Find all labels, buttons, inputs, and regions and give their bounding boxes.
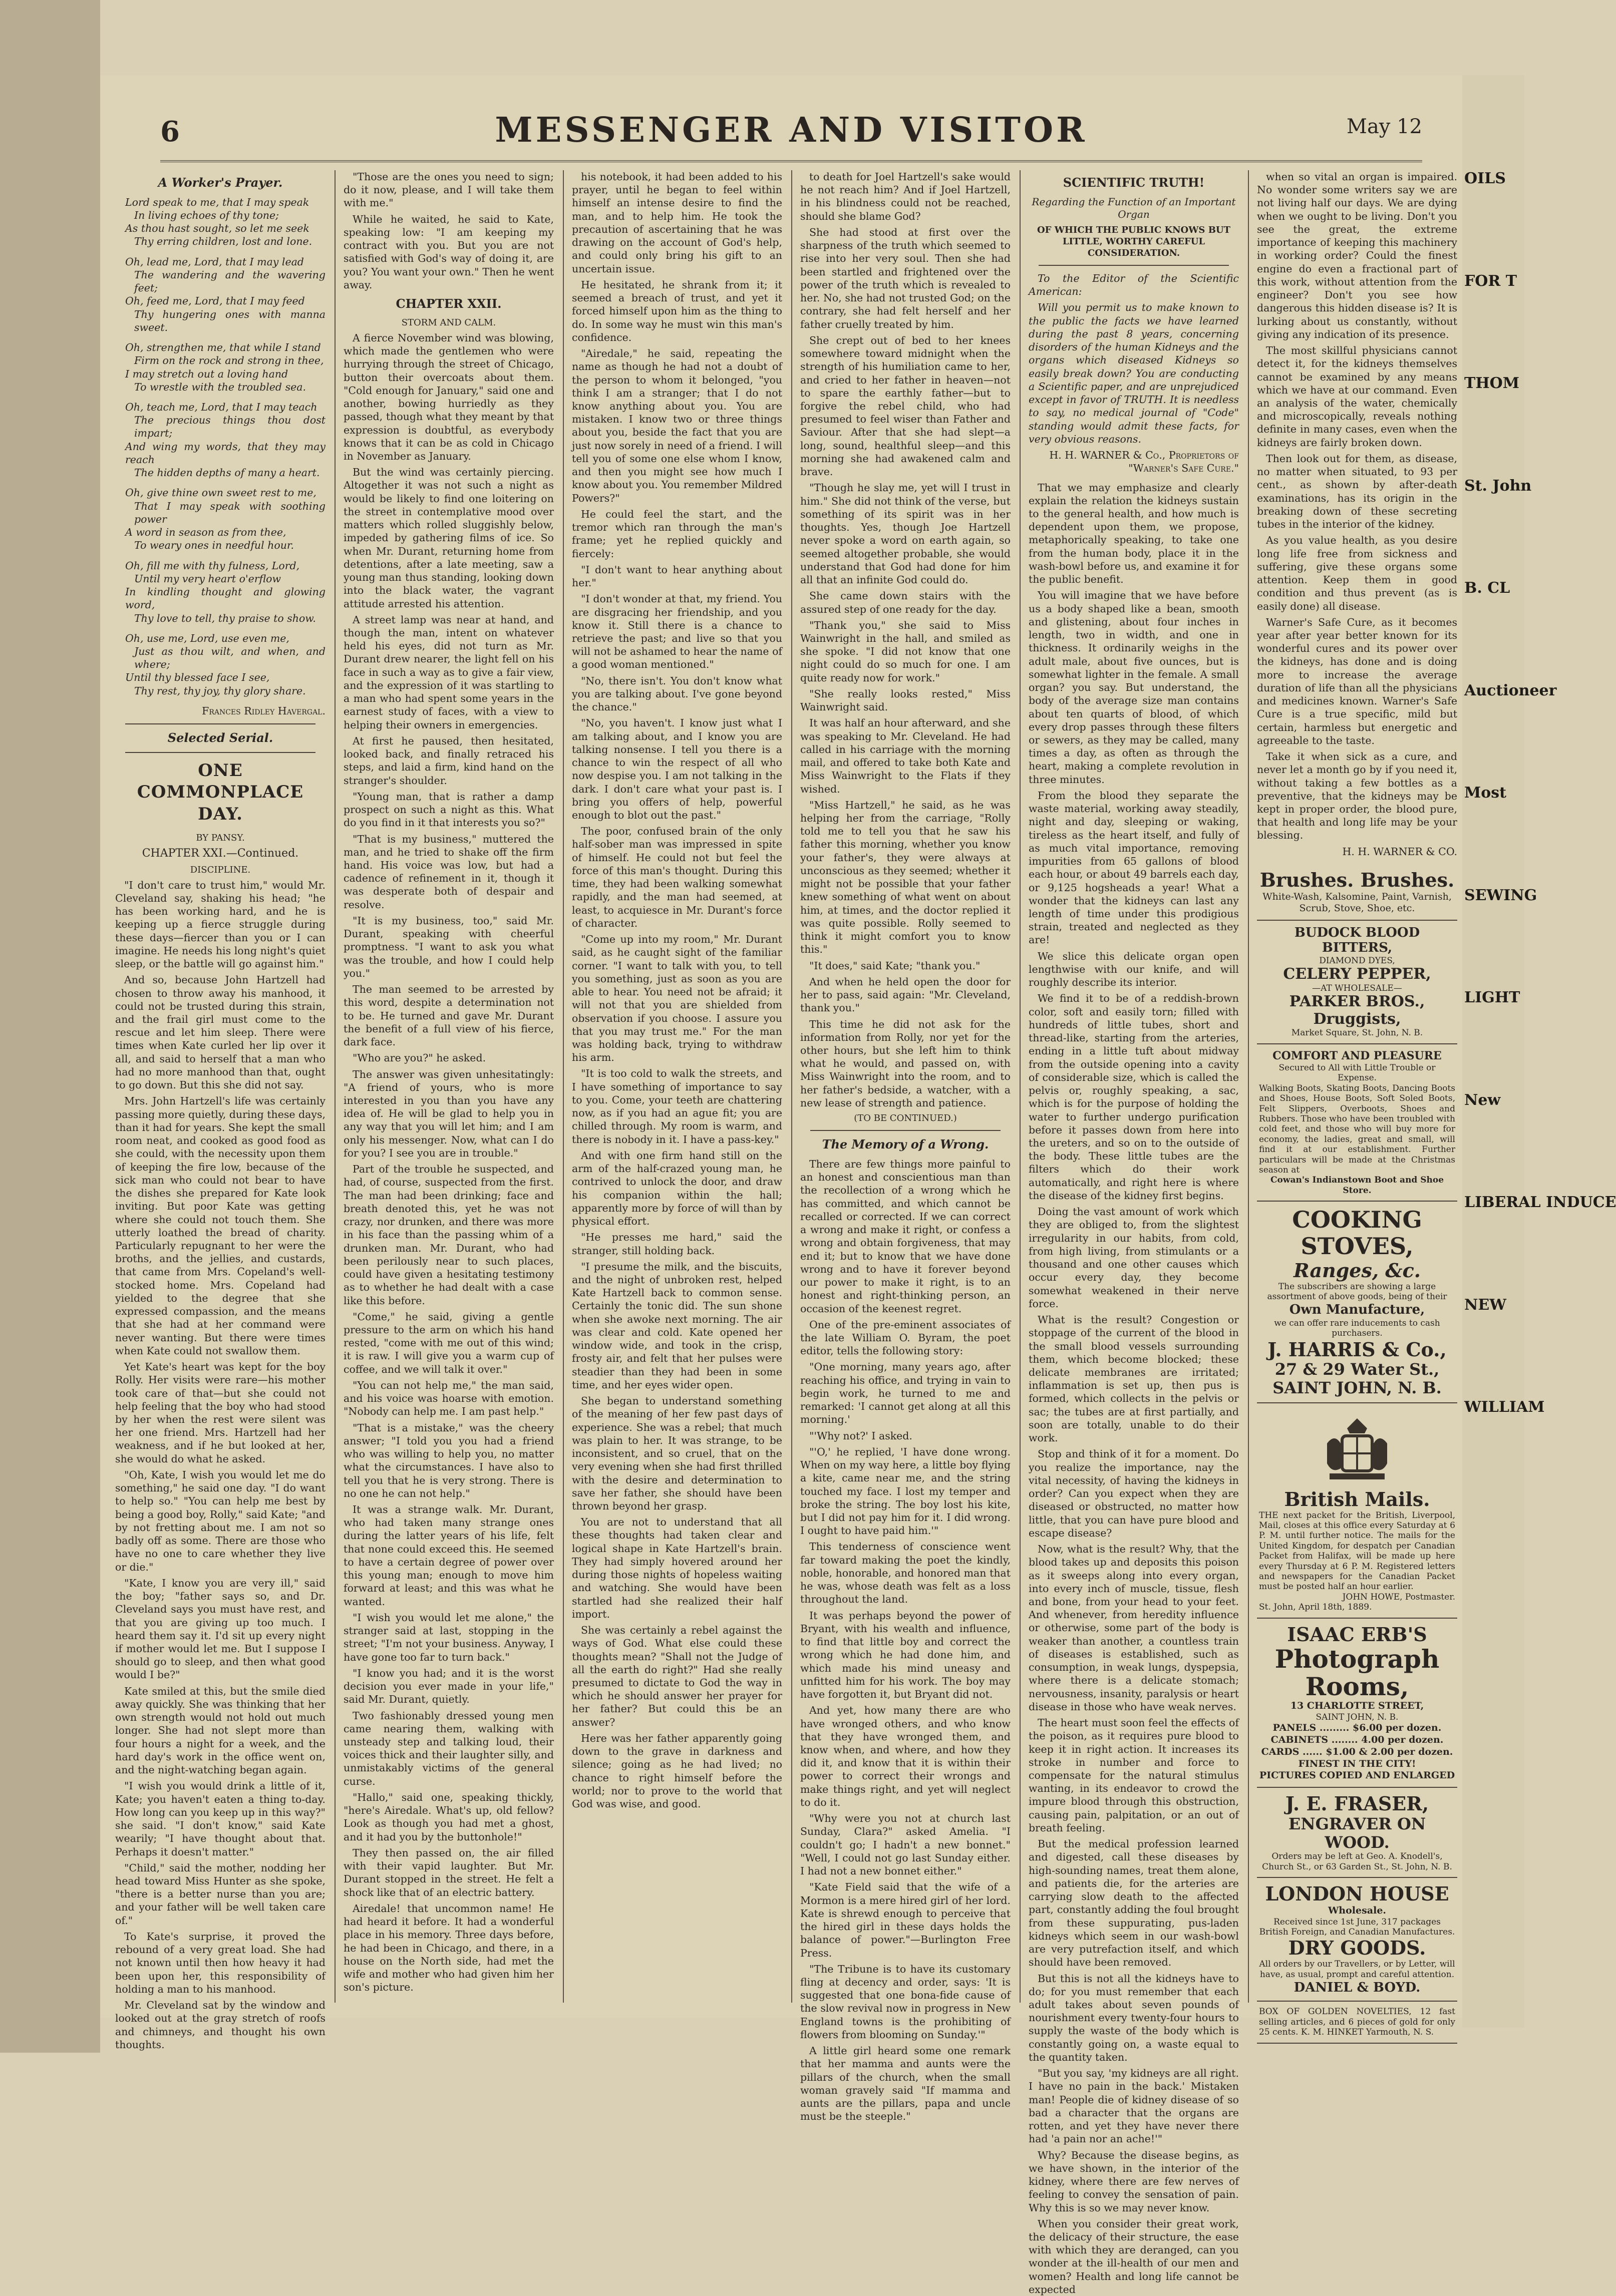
paragraph: "That is a mistake," was the cheery answer; "I told you you had a friend who was willing to help you, no matter what the circumstances. I have also to tell you that he is very strong. There is no one he can not help." <box>344 1421 554 1499</box>
ad-harris-name: J. HARRIS & Co., <box>1267 1338 1447 1361</box>
paragraph: "I know you had; and it is the worst decision you ever made in your life," said Mr. Durant, quietly. <box>344 1667 554 1706</box>
paragraph: And with one firm hand still on the arm of the half-crazed young man, he contrived to unlock the door, and draw his companion within the hall; apparently more by force of will than by physical effort. <box>572 1149 782 1228</box>
ad-parker-line: BUDOCK BLOOD BITTERS, <box>1294 925 1420 956</box>
ad-brushes <box>1257 864 1457 921</box>
poem-line: Until thy blessed face I see, <box>125 671 270 684</box>
paragraph: He hesitated, he shrank from it; it seemed a breach of trust, and yet it forced himself upon him as the thing to do. In some way he must win this man's confidence. <box>572 278 782 343</box>
paragraph: A fierce November wind was blowing, which made the gentlemen who were hurrying through the street of Chicago, button their overcoats about them. "Cold enough for January," said one and another, bowing hurriedly as they passed, though what they meant by that expression is doubtful, as everybody knows that it can be as cold in Chicago in November as January. <box>344 331 554 462</box>
paragraph: We slice this delicate organ open lengthwise with our knife, and will roughly describe its interior. <box>1029 950 1239 989</box>
paragraph: It was perhaps beyond the power of Bryant, with his wealth and influence, to find that little boy and correct the wrong which he had done him, and which made his mind uneasy and unfitted him for his work. The boy may have forgotten it, but Bryant did not. <box>800 1609 1011 1701</box>
ad-london-text2: All orders by our Travellers, or by Letter, will have, as usual, prompt and careful attention. <box>1259 1959 1455 1980</box>
paragraph: "Thank you," she said to Miss Wainwright in the hall, and smiled as she spoke. "I did not know that one night could do so much for one. I am quite ready now for work." <box>800 619 1011 684</box>
paragraph: "But you say, 'my kidneys are all right. I have no pain in the back.' Mistaken man! People die of kidney disease of so bad a character that the organs are rotten, and yet they have never there had 'a pain nor an ache!'" <box>1029 2067 1239 2145</box>
paragraph: "I don't care to trust him," would Mr. Cleveland say, shaking his head; "he has been working hard, and he is keeping up a fierce struggle during these days—fiercer than you or I can imagine. He needs his long night's quiet sleep, or the battle will go against him." <box>115 879 326 970</box>
paragraph: "No, there isn't. You don't know what you are talking about. I've gone beyond the chance." <box>572 674 782 713</box>
poem-line: Thy love to tell, thy praise to show. <box>134 612 316 624</box>
column-3 <box>567 170 787 2003</box>
paragraph: "That is my business," muttered the man, and he tried to shake off the firm hand. His voice was low, but had a cadence of refinement in it, though it was desperate both of despair and resolve. <box>344 833 554 911</box>
article-text-continued <box>1257 170 1457 842</box>
headline-deck: OF WHICH THE PUBLIC KNOWS BUT LITTLE, WORTHY CAREFUL CONSIDERATION. <box>1037 224 1231 258</box>
ad-mail-text: THE next packet for the British, Liverpool, Mail, closes at this office every Saturday at 6 P. M. until further notice. The mails for the United Kingdom, for despatch per Canadian Packet from Halifax, will be made up here every Thursday at 6 P. M. Registered letters and newspapers for the Canadian Packet must be posted half an hour earlier. <box>1259 1510 1455 1592</box>
paragraph: "I don't wonder at that, my friend. You are disgracing her friendship, and you know it. Still there is a chance to retrieve the past; and live so that you will not be ashamed to hear the name of a good woman mentioned." <box>572 593 782 671</box>
ad-fraser-title: ENGRAVER ON WOOD. <box>1288 1814 1426 1852</box>
paragraph: Here was her father apparently going down to the grave in darkness and silence; going as he had lived; no chance to right himself before the world; nor to prove to the world that God was wise, and good. <box>572 1732 782 1810</box>
divider <box>1039 265 1229 266</box>
paragraph: Kate smiled at this, but the smile died away quickly. She was thinking that her own strength would not hold out much longer. She had not slept more than four hours a night for a week, and the hard day's work in the office went on, and the night-watching began again. <box>115 1685 326 1776</box>
ad-london-text: Received since 1st June, 317 packages British Foreign, and Canadian Manufactures. <box>1259 1917 1455 1938</box>
divider <box>125 723 315 724</box>
adjacent-page-fragment: Most <box>1464 784 1506 802</box>
paragraph: "The Tribune is to have its customary fling at decency and order, says: 'It is suggested that one bona-fide cause of the slow revival now in progress in New England towns is the prohibiting of flowers from blooming on Sunday.'" <box>800 1963 1011 2041</box>
paragraph: She was certainly a rebel against the ways of God. What else could these thoughts mean? "Shall not the Judge of all the earth do right?" Had she really presumed to dictate to God the way in which he should answer her prayer for her father? But could this be an answer? <box>572 1624 782 1728</box>
paragraph: Take it when sick as a cure, and never let a month go by if you need it, without taking a few bottles as a preventive, that the kidneys may be kept in proper order, the blood pure, that health and long life may be your blessing. <box>1257 750 1457 842</box>
paragraph: This time he did not ask for the information from Rolly, nor yet for the other hours, but she left him to think what he would, and passed on, with Miss Wainwright into the room, and to her father's bedside, a watcher, with a new lease of strength and patience. <box>800 1018 1011 1109</box>
paragraph: From the blood they separate the waste material, working away steadily, night and day, sleeping or waking, tireless as the heart itself, and fully of as much vital importance, removing impurities from 65 gallons of blood each hour, or about 49 barrels each day, or 9,125 hogsheads a year! What a wonder that the kidneys can last any length of time under this prodigious strain, treated and neglected as they are! <box>1029 789 1239 946</box>
ad-comfort-title: COMFORT AND PLEASURE <box>1272 1049 1442 1062</box>
ad-stoves-title: COOKING STOVES, <box>1292 1206 1422 1260</box>
adjacent-page-fragment: NEW <box>1464 1296 1506 1314</box>
poem-line: A word in season as from thee, <box>125 526 286 539</box>
ad-london-sub: Wholesale. <box>1328 1904 1387 1916</box>
letter-signature: H. H. WARNER & Co., Proprietors of "Warner's Safe Cure." <box>1049 449 1239 475</box>
paragraph: "It is too cold to walk the streets, and I have something of importance to say to you. Come, your teeth are chattering now, as if you had an ague fit; you are chilled through. My room is warm, and there is nobody in it. I have a pass-key." <box>572 1067 782 1145</box>
paragraph: You will imagine that we have before us a body shaped like a bean, smooth and glistening, about four inches in length, two in width, and one in thickness. It ordinarily weighs in the adult male, about five ounces, but is somewhat lighter in the female. A small organ? you say. But understand, the body of the average size man contains about ten quarts of blood, of which every drop passes through these filters or sewers, as they may be called, many times a day, as often as through the heart, making a complete revolution in three minutes. <box>1029 589 1239 786</box>
adjacent-page-fragment: FOR T <box>1464 272 1517 290</box>
paragraph: "Come," he said, giving a gentle pressure to the arm on which his hand rested, "come with me out of this wind; it is raw. I will give you a warm cup of coffee, and we will talk it over." <box>344 1310 554 1375</box>
paragraph: But the wind was certainly piercing. Altogether it was not such a night as would be likely to find one loitering on the street in contemplative mood over matters which rolled sluggishly below, impeded by gathering films of ice. So when Mr. Durant, returning home from detentions, after a late meeting, saw a young man thus standing, looking down into the black water, the vagrant attitude arrested his attention. <box>344 466 554 610</box>
column-rule <box>1248 170 1249 2003</box>
paragraph: "Come up into my room," Mr. Durant said, as he caught sight of the familiar corner. "I want to talk with you, to tell you something, just as soon as you are able to hear. You need not be afraid; it will not that you are shielded from observation if you choose. I assure you that you may trust me." For the man was holding back, trying to withdraw his arm. <box>572 933 782 1064</box>
poem-line: The hidden depths of many a heart. <box>134 467 320 479</box>
ad-brushes-text: White-Wash, Kalsomine, Paint, Varnish, Scrub, Stove, Shoe, etc. <box>1262 891 1452 914</box>
poem-stanza <box>125 196 326 248</box>
column-rule <box>563 170 564 2003</box>
poem-line: As thou hast sought, so let me seek <box>125 222 309 235</box>
paragraph: "You can not help me," the man said, and his voice was hoarse with emotion. "Nobody can help me. I am past help." <box>344 1379 554 1418</box>
adjacent-page-edge <box>1462 75 1616 2028</box>
paragraph: "Oh, Kate, I wish you would let me do something," he said one day. "I do want to help so." "You can help me best by being a good boy, Rolly," said Kate; "and by not fretting about me. I am not so badly off as some. There are those who have no one to care whether they live or die." <box>115 1468 326 1573</box>
adjacent-page-fragment: SEWING <box>1464 886 1537 904</box>
paragraph: Why? Because the disease begins, as we have shown, in the interior of the kidney, where there are few nerves of feeling to convey the sensation of pain. Why this is so we may never know. <box>1029 2149 1239 2214</box>
chapter-subheading: DISCIPLINE. <box>190 864 251 875</box>
article-title: The Memory of a Wrong. <box>822 1137 989 1152</box>
poem-title: A Worker's Prayer. <box>158 175 283 190</box>
paragraph: While he waited, he said to Kate, speaking low: "I am keeping my contract with you. But you are not satisfied with God's way of doing it, are you? You want your own." Then he went away. <box>344 213 554 291</box>
ad-harris-address: 27 & 29 Water St., <box>1274 1360 1440 1379</box>
ad-london-house <box>1257 1878 1457 2002</box>
serial-text-continued <box>344 170 554 291</box>
paragraph: "Though he slay me, yet will I trust in him." She did not think of the verse, but something of its spirit was in her thoughts. Yes, though Joe Hartzell never spoke a word on earth again, so seemed altogether probable, she would understand that God had done for him all that an infinite God could do. <box>800 482 1011 586</box>
poem-body <box>115 196 326 697</box>
ad-harris-city: SAINT JOHN, N. B. <box>1272 1378 1442 1398</box>
ad-erb-address: 13 CHARLOTTE STREET, <box>1290 1700 1424 1712</box>
paragraph: He could feel the start, and the tremor which ran through the man's frame; yet he replied quickly and fiercely: <box>572 508 782 560</box>
chapter-subheading: STORM AND CALM. <box>401 317 496 328</box>
paragraph: Now, what is the result? Why, that the blood takes up and deposits this poison as it sweeps along into every organ, into every inch of muscle, tissue, flesh and bone, from your head to your feet. And whenever, from heredity influence or otherwise, some part of the body is weaker than another, a countless train of diseases is established, such as consumption, in weak lungs, dyspepsia, where there is a delicate stomach; nervousness, insanity, paralysis or heart disease in those who have weak nerves. <box>1029 1543 1239 1713</box>
ad-parker-line: PARKER BROS., Druggists, <box>1289 993 1425 1028</box>
paragraph: "Airedale," he said, repeating the name as though he had not a doubt of the person to whom it belonged, "you think I am a stranger; that I do not know anything about you. You are mistaken. I know two or three things about you, beside the fact that you are just now sorely in need of a friend. I will tell you of some one else whom I know, and then you might see how much I know about you. You remember Mildred Powers?" <box>572 347 782 504</box>
ad-parker-bros <box>1257 921 1457 1044</box>
poem-stanza <box>125 486 326 552</box>
paragraph: "Who are you?" he asked. <box>353 1052 486 1064</box>
paragraph: when so vital an organ is impaired. No wonder some writers say we are not living half our days. We are dying when we ought to be living. Don't you see the great, the extreme importance of keeping this machinery in working order? Could the finest engine do even a fractional part of this work, without attention from the engineer? Don't you see how dangerous this hidden disease is? It is lurking about us constantly, without giving any indication of its presence. <box>1257 171 1457 340</box>
to-be-continued: (TO BE CONTINUED.) <box>854 1113 957 1124</box>
ad-comfort-text: Walking Boots, Skating Boots, Dancing Boots and Shoes, House Boots, Soft Soled Boots, Felt Slippers, Overboots, Shoes and Rubbers. Those who have been troubled with cold feet, and those who will buy more for economy, the ladies, great and small, will find it at our establishment. Further particulars will be made at the Christmas season at <box>1259 1083 1455 1175</box>
paragraph: Then look out for them, as disease, no matter when situated, to 93 per cent., as shown by after-death examinations, has its origin in the breaking down of these secreting tubes in the interior of the kidney. <box>1257 452 1457 531</box>
divider <box>125 752 315 753</box>
column-5 <box>1024 170 1244 2295</box>
serial-text <box>572 170 782 1810</box>
paragraph: She crept out of bed to her knees somewhere toward midnight when the strength of his humiliation came to her, and cried to her father in heaven—not to spare the earthly father—but to forgive the rebel child, who had presumed to feel wiser than Father and Saviour. After that she had slept—a long, sound, healthful sleep—and this morning she had awakened calm and brave. <box>800 334 1011 478</box>
ad-stoves-text2: we can offer rare inducements to cash purchasers. <box>1274 1318 1440 1339</box>
ad-london-signature: DANIEL & BOYD. <box>1294 1980 1421 1995</box>
column-6 <box>1252 170 1462 2038</box>
paragraph: The most skillful physicians cannot detect it, for the kidneys themselves cannot be examined by any means which we have at our command. Even an analysis of the water, chemically and microscopically, reveals nothing definite in many cases, even when the kidneys are fairly broken down. <box>1257 344 1457 449</box>
adjacent-page-fragment: B. CL <box>1464 579 1510 597</box>
royal-crest-icon <box>1320 1413 1395 1483</box>
ad-stoves <box>1257 1202 1457 1403</box>
paragraph: "I wish you would drink a little of it, Kate; you haven't eaten a thing to-day. How long can you keep up in this way?" she said. "I don't know," said Kate wearily; "I have thought about that. Perhaps it doesn't matter." <box>115 1780 326 1858</box>
serial-text <box>800 170 1011 1109</box>
paragraph: When you consider their great work, the delicacy of their structure, the ease with which they are deranged, can you wonder at the ill-health of our men and women? Health and long life cannot be expected <box>1029 2217 1239 2295</box>
ad-fraser-text: Orders may be left at Geo. A. Knodell's, Church St., or 63 Garden St., St. John, N. B. <box>1262 1851 1452 1872</box>
poem-stanza <box>125 559 326 625</box>
letter-body: Will you permit us to make known to the public the facts we have learned during the past 8 years, concerning disorders of the human Kidneys and the organs which diseased Kidneys so easily break down? You are conducting a Scientific paper, and are unprejudiced except in favor of TRUTH. It is needless to say, no medical journal of "Code" standing would admit these facts, for very obvious reasons. <box>1029 301 1239 445</box>
paragraph: What is the result? Congestion or stoppage of the current of the blood in the small blood vessels surrounding them, which become blocked; these delicate membranes are irritated; inflammation is set up, then pus is formed, which collects in the pelvis or sac; the tubes are at first partially, and soon are totally, unable to do their work. <box>1029 1314 1239 1444</box>
paragraph: "Child," said the mother, nodding her head toward Miss Hunter as she spoke, "there is a better nurse than you are; and your father will be well taken care of." <box>115 1861 326 1927</box>
section-label: Selected Serial. <box>167 730 273 745</box>
paragraph: "'Why not?' I asked. <box>809 1429 912 1442</box>
chapter-heading: CHAPTER XXII. <box>396 296 502 311</box>
headline: SCIENTIFIC TRUTH! <box>1063 175 1205 190</box>
paragraph: "Kate, I know you are very ill," said the boy; "father says so, and Dr. Cleveland says you must have rest, and that you are giving up too much. I heard them say it. I'd sit up every night if mother would let me. But I suppose I should go to sleep, and then what good would I be?" <box>115 1577 326 1681</box>
paragraph: She began to understand something of the meaning of her few past days of experience. She was a rebel; that much was plain to her. It was strange, to be inconsistent, and so cruel, that on the very evening when she had first thrilled with the desire and determination to save her father, she should have been thrown beyond her grasp. <box>572 1395 782 1512</box>
paragraph: It was a strange walk. Mr. Durant, who had taken many strange ones during the latter years of his life, felt that none could exceed this. He seemed to have a certain degree of power over this young man; enough to move him forward at least; and this was what he wanted. <box>344 1503 554 1608</box>
column-2 <box>339 170 559 2003</box>
poem-line: Until my very heart o'erflow <box>134 572 281 585</box>
column-1 <box>110 170 331 2051</box>
poem-line: To wrestle with the troubled sea. <box>134 380 306 393</box>
paragraph: We find it to be of a reddish-brown color, soft and easily torn; filled with hundreds of little tubes, short and thread-like, starting from the arteries, ending in a little tuft about midway from the outside opening into a cavity of considerable size, which is called the pelvis or, roughly speaking, a sac, which is for the purpose of holding the water to further undergo purification before it passes down from here into the ureters, and so on to the outside of the body. These little tubes are the filters which do their work automatically, and right here is where the disease of the kidney first begins. <box>1029 992 1239 1202</box>
paragraph: And yet, how many there are who have wronged others, and who know that they have wronged them, and know when, and where, and how they did it, and know that it is within their power to correct their wrongs and make things right, and yet will neglect to do it. <box>800 1704 1011 1808</box>
paragraph: Doing the vast amount of work which they are obliged to, from the slightest irregularity in our habits, from cold, from high living, from stimulants or a thousand and one other causes which occur every day, they become somewhat weakened in their nerve force. <box>1029 1206 1239 1310</box>
ad-comfort-sig: Cowan's Indianstown Boot and Shoe Store. <box>1270 1175 1444 1196</box>
serial-text <box>115 879 326 2051</box>
ad-erb-title: Photograph Rooms, <box>1274 1644 1440 1702</box>
ad-comfort <box>1257 1044 1457 1202</box>
paragraph: But this is not all the kidneys have to do; for you must remember that each adult takes about seven pounds of nourishment every twenty-four hours to supply the waste of the body which is constantly going on, a waste equal to the quantity taken. <box>1029 1972 1239 2063</box>
paragraph: That we may emphasize and clearly explain the relation the kidneys sustain to the general health, and how much is dependent upon them, we propose, metaphorically speaking, to take one from the human body, place it in the wash-bowl before us, and examine it for the public benefit. <box>1029 481 1239 586</box>
paragraph: The heart must soon feel the effects of the poison, as it requires pure blood to keep it in right action. It increases its stroke in number and force to compensate for the natural stimulus wanting, in its endeavor to crowd the impure blood through this obstruction, causing pain, palpitation, or an out of breath feeling. <box>1029 1717 1239 1834</box>
ad-novelties-text: BOX OF GOLDEN NOVELTIES, 12 fast selling articles, and 6 pieces of gold for only 25 cents. K. M. HINKET Yarmouth, N. S. <box>1259 2007 1455 2038</box>
poem-line: Thy rest, thy joy, thy glory share. <box>134 684 306 697</box>
poem-stanza <box>125 341 326 394</box>
adjacent-page-fragment: New <box>1464 1091 1501 1109</box>
paragraph: "Young man, that is rather a damp prospect on such a night as this. What do you find in it that interests you so?" <box>344 790 554 829</box>
paragraph: "Miss Hartzell," he said, as he was helping her from the carriage, "Rolly told me to tell you that he saw his father this morning, whether you know your father's, they were always at unconscious as they seemed; whether it might not be possible that your father knew something of what went on about him, at times, and the doctor replied it was quite possible. Rolly seemed to think it might comfort you to know this." <box>800 799 1011 956</box>
paragraph: The man seemed to be arrested by this word, despite a determination not to be. He turned and gave Mr. Durant the benefit of a full view of his fierce, dark face. <box>344 983 554 1048</box>
ad-erb-price-line: PANELS ......... $6.00 per dozen. <box>1272 1722 1442 1734</box>
poem-line: To weary ones in needful hour. <box>134 539 294 552</box>
ad-mail-date: St. John, April 18th, 1889. <box>1259 1602 1372 1613</box>
poem-line: Oh, fill me with thy fulness, Lord, <box>125 559 300 572</box>
chapter-heading: CHAPTER XXI.—Continued. <box>142 847 299 860</box>
ad-parker-line: CELERY PEPPER, <box>1283 965 1431 983</box>
paragraph: "'O,' he replied, 'I have done wrong. When on my way here, a little boy flying a kite, came near me, and the string touched my face. I lost my temper and broke the string. The boy lost his kite, but I did not pay him for it. I did wrong. I ought to have paid him.'" <box>800 1445 1011 1537</box>
ad-brushes-title: Brushes. Brushes. <box>1259 868 1455 891</box>
paragraph: She came down stairs with the assured step of one ready for the day. <box>800 590 1011 615</box>
poem-line: In kindling thought and glowing word, <box>125 586 326 611</box>
paragraph: It was half an hour afterward, and she was speaking to Mr. Cleveland. He had called in his carriage with the morning mail, and offered to take both Kate and Miss Wainwright to the Flats if they wished. <box>800 717 1011 795</box>
paragraph: "No, you haven't. I know just what I am talking about, and I know you are talking nonsense. I tell you there is a chance to win the respect of all who now despise you. I am not talking in the dark. I don't care what your past is. I bring you offers of help, powerful enough to blot out the past." <box>572 717 782 822</box>
paragraph: Stop and think of it for a moment. Do you realize the importance, nay the vital necessity, of having the kidneys in order? Can you expect when they are diseased or obstructed, no matter how little, that you can have pure blood and escape disease? <box>1029 1448 1239 1539</box>
poem-stanza <box>125 255 326 334</box>
paragraph: "Why were you not at church last Sunday, Clara?" asked Amelia. "I couldn't go; I hadn't a new bonnet." "Well, I could not go last Sunday either. I had not a new bonnet either." <box>800 1812 1011 1877</box>
poem-line: The precious things thou dost impart; <box>134 414 326 440</box>
adjacent-page-fragment: WILLIAM <box>1464 1398 1545 1416</box>
paragraph: They then passed on, the air filled with their vapid laughter. But Mr. Durant stopped in the street. He felt a shock like that of an electric battery. <box>344 1846 554 1898</box>
paragraph: Two fashionably dressed young men came nearing them, walking with unsteady step and talking loud, their voices thick and their laughter silly, and unmistakably victims of the general curse. <box>344 1709 554 1787</box>
ad-erb-price-line: CABINETS ........ 4.00 per dozen. <box>1270 1734 1444 1746</box>
adjacent-page-fragment: THOM <box>1464 374 1520 392</box>
ad-stoves-text: The subscribers are showing a large assortment of above goods, being of their <box>1267 1281 1447 1302</box>
column-rule <box>335 170 336 2003</box>
poem-line: Thy erring children, lost and lone. <box>134 235 312 248</box>
issue-date: May 12 <box>1346 115 1422 138</box>
ad-erb-price-line: CARDS ...... $1.00 & 2.00 per dozen. <box>1261 1746 1453 1757</box>
adjacent-page-fragment: OILS <box>1464 170 1506 187</box>
column-4 <box>795 170 1016 2123</box>
poem-line: Just as thou wilt, and when, and where; <box>134 645 326 671</box>
adjacent-page-fragment: Auctioneer <box>1464 681 1557 699</box>
paragraph: One of the pre-eminent associates of the late William O. Byram, the poet editor, tells the following story: <box>800 1318 1011 1357</box>
ad-stoves-sub: Ranges, &c. <box>1294 1259 1421 1282</box>
poem-line: Firm on the rock and strong in thee, <box>134 354 324 367</box>
paragraph: to death for Joel Hartzell's sake would he not reach him? And if Joel Hartzell, in his blindness could not be reached, should she blame God? <box>800 171 1011 222</box>
masthead <box>160 105 1422 162</box>
paragraph: This tenderness of conscience went far toward making the poet the kindly, noble, honorable, and honored man that he was, whose death was felt as a loss throughout the land. <box>800 1541 1011 1606</box>
ad-novelties <box>1257 2002 1457 2043</box>
paragraph: "Hallo," said one, speaking thickly, "here's Airedale. What's up, old fellow? Look as though you had met a ghost, and it had you by the buttonhole!" <box>344 1791 554 1843</box>
poem-line: In living echoes of thy tone; <box>134 209 279 221</box>
poem-line: Thy hungering ones with manna sweet. <box>134 308 326 333</box>
paragraph: "I don't want to hear anything about her." <box>572 563 782 589</box>
poem-line: Oh, use me, Lord, use even me, <box>125 632 289 644</box>
paragraph: "It does," said Kate; "thank you." <box>809 959 981 972</box>
serial-title: ONE COMMONPLACE DAY. <box>137 760 304 824</box>
paragraph: As you value health, as you desire long life free from sickness and suffering, give these organs some attention. Keep them in good condition and thus prevent (as is easily done) all disease. <box>1257 534 1457 612</box>
ad-mail-signature: JOHN HOWE, Postmaster. <box>1342 1592 1455 1602</box>
paragraph: A street lamp was near at hand, and though the man, intent on whatever held his eyes, did not turn as Mr. Durant drew nearer, the light fell on his face in such a way as to give a fair view, and the expression of it was startling to a man who had spent some years in the earnest study of faces, with a view to helping their owners in emergencies. <box>344 613 554 731</box>
paragraph: Mrs. John Hartzell's life was certainly passing more quietly, during these days, than it had for years. She kept the small room neat, and cooked as good food as she could, with the necessity upon them of keeping the fire low, because of the sick man who could not bear to have the dishes she prepared for Kate look inviting. But poor Kate was getting where she could not touch them. She utterly loathed the bread of charity. Particularly repugnant to her were the broths, and the jellies, and custards, that came from Mrs. Copeland's well-stocked home. Mrs. Copeland had yielded to the degree that she expressed compassion, and the means that she had at her command were never wanting. But there were times when Kate could not swallow them. <box>115 1095 326 1357</box>
poem-line: That I may speak with soothing power <box>134 500 326 525</box>
newspaper-page <box>100 75 1462 2295</box>
letter-salutation: To the Editor of the Scientific American: <box>1029 272 1239 298</box>
poem-stanza <box>125 632 326 697</box>
serial-byline: BY PANSY. <box>196 833 245 844</box>
poem-stanza <box>125 401 326 479</box>
poem-line: Oh, give thine own sweet rest to me, <box>125 487 316 499</box>
ad-erb-note2: PICTURES COPIED AND ENLARGED <box>1259 1770 1455 1781</box>
page-number: 6 <box>160 115 180 148</box>
adjacent-page-fragment: LIGHT <box>1464 989 1520 1006</box>
poem-line: I may stretch out a loving hand <box>125 367 288 380</box>
paragraph: "He presses me hard," said the stranger, still holding back. <box>572 1231 782 1257</box>
paragraph: "Kate Field said that the wife of a Mormon is a mere hired girl of her lord. Kate is shrewd enough to perceive that the hired girl in these days holds the balance of power."—Burlington Free Press. <box>800 1881 1011 1959</box>
ad-erb-note: FINEST IN THE CITY! <box>1298 1758 1416 1769</box>
paragraph: You are not to understand that all these thoughts had taken clear and logical shape in Kate Hartzell's brain. They had simply hovered around her during those nights of hopeless waiting and watching. She would have been startled had she realized their half import. <box>572 1516 782 1620</box>
ad-fraser <box>1257 1788 1457 1878</box>
ad-british-mails <box>1257 1403 1457 1619</box>
paragraph: Yet Kate's heart was kept for the boy Rolly. Her visits were rare—his mother took care of that—but she could not help feeling that the boy who had stood by her when the rest were silent was her one friend. Mrs. Hartzell had her weakness, and if he but looked at her, she would do what he asked. <box>115 1361 326 1465</box>
paragraph: She had stood at first over the sharpness of the truth which seemed to rise into her very soul. Then she had been startled and frightened over the power of the truth which is revealed to her. No, she had not trusted God; on the contrary, she had felt herself and her father cruelly treated by him. <box>800 226 1011 330</box>
paragraph: "Those are the ones you need to sign; do it now, please, and I will take them with me." <box>344 171 554 209</box>
paragraph: Mr. Cleveland sat by the window and looked out at the gray stretch of roofs and chimneys, and thought his own thoughts. <box>115 1999 326 2051</box>
ad-erb-name: ISAAC ERB'S <box>1287 1623 1427 1646</box>
paragraph: "It is my business, too," said Mr. Durant, speaking with cheerful promptness. "I want to ask you what was the trouble, and how I could help you." <box>344 914 554 979</box>
paragraph: his notebook, it had been added to his prayer, until he began to feel within himself an intense desire to find the man, and to help him. He took the precaution of ascertaining that he was drawing on the account of God's help, and could only bring his gift to an uncertain issue. <box>572 171 782 275</box>
paragraph: Airedale! that uncommon name! He had heard it before. It had a wonderful place in his memory. Three days before, he had been in Chicago, and there, in a house on the North side, had met the wife and mother who had given him her son's picture. <box>344 1902 554 1994</box>
paragraph: The poor, confused brain of the only half-sober man was impressed in spite of himself. He could not but feel the force of this man's thought. During this time, they had been walking somewhat rapidly, and the man had seemed, at least, to acquiesce in Mr. Durant's force of character. <box>572 825 782 929</box>
poem-line: And wing my words, that they may reach <box>125 440 326 466</box>
divider <box>810 1130 1001 1131</box>
ad-parker-line: —AT WHOLESALE— <box>1312 983 1402 993</box>
warner-signature: H. H. WARNER & CO. <box>1342 845 1457 858</box>
ad-stoves-own: Own Manufacture, <box>1289 1302 1425 1318</box>
ad-mail-title: British Mails. <box>1284 1487 1430 1510</box>
poem-line: Lord speak to me, that I may speak <box>125 196 309 208</box>
poem-author: Frances Ridley Havergal. <box>202 704 326 717</box>
paragraph: A little girl heard some one remark that her mamma and aunts were the pillars of the church, when the small woman gravely said "If mamma and aunts are the pillars, papa and uncle must be the steeple." <box>800 2045 1011 2123</box>
ad-fraser-name: J. E. FRASER, <box>1285 1792 1429 1815</box>
ad-parker-line: DIAMOND DYES, <box>1319 955 1395 966</box>
column-rule <box>791 170 792 2003</box>
adjacent-page-fragment: LIBERAL INDUCE <box>1464 1194 1616 1211</box>
paragraph: "I presume the milk, and the biscuits, and the night of unbroken rest, helped Kate Hartzell back to common sense. Certainly the tonic did. The sun shone when she awoke next morning. The air was clear and cold. Kate opened her window wide, and took in the crisp, frosty air, and felt that her pulses were steadier than they had been in some time, and her eyes wider open. <box>572 1260 782 1391</box>
paragraph: Warner's Safe Cure, as it becomes year after year better known for its wonderful cures and its power over the kidneys, has done and is doing more to increase the average duration of life than all the physicians and medicines known. Warner's Safe Cure is a true specific, mild but certain, harmless but energetic and agreeable to the taste. <box>1257 616 1457 746</box>
paragraph: But the medical profession learned and digested, call these diseases by high-sounding names, treat them alone, and patients die, for the arteries are carrying slow death to the affected part, constantly adding the foul brought from these suppurating, pus-laden kidneys which seem in our wash-bowl are very putrefaction itself, and which should have been removed. <box>1029 1838 1239 1969</box>
left-scan-gutter <box>0 0 100 2053</box>
serial-text <box>344 331 554 1994</box>
article-text <box>800 1158 1011 2123</box>
poem-line: Oh, strengthen me, that while I stand <box>125 341 321 354</box>
paragraph: Part of the trouble he suspected, and had, of course, suspected from the first. The man had been drinking; face and breath denoted this, yet he was not crazy, nor drunken, and there was more in his face than the passing whim of a drunken man. Mr. Durant, who had been perilously near to such places, could have given a hesitating testimony as to whether he had dealt with a case like this before. <box>344 1163 554 1307</box>
column-rule <box>1020 170 1021 2003</box>
paragraph: To Kate's surprise, it proved the rebound of a very great load. She had not known until then how heavy it had been upon her, this responsibility of holding a man to his manhood. <box>115 1930 326 1995</box>
paragraph: "She really looks rested," Miss Wainwright said. <box>800 687 1011 713</box>
article-text <box>1029 481 1239 2296</box>
ad-comfort-sub: Secured to All with Little Trouble or Expense. <box>1278 1063 1436 1083</box>
ad-erb-prices <box>1259 1722 1455 1758</box>
newspaper-title: MESSENGER AND VISITOR <box>495 110 1088 150</box>
headline-sub: Regarding the Function of an Important Organ <box>1032 195 1236 221</box>
ad-london-goods: DRY GOODS. <box>1288 1937 1426 1960</box>
poem-line: Oh, lead me, Lord, that I may lead <box>125 255 304 268</box>
paragraph: At first he paused, then hesitated, looked back, and finally retraced his steps, and laid a firm, kind hand on the stranger's shoulder. <box>344 734 554 787</box>
paragraph: And when he held open the door for her to pass, said again: "Mr. Cleveland, thank you." <box>800 975 1011 1014</box>
poem-line: The wandering and the wavering feet; <box>134 268 326 294</box>
poem-line: Oh, feed me, Lord, that I may feed <box>125 295 305 307</box>
paragraph: "I wish you would let me alone," the stranger said at last, stopping in the street; "I'm not your business. Anyway, I have gone too far to turn back." <box>344 1611 554 1663</box>
poem-line: Oh, teach me, Lord, that I may teach <box>125 401 317 413</box>
ad-london-title: LONDON HOUSE <box>1265 1882 1449 1905</box>
paragraph: "One morning, many years ago, after reaching his office, and trying in vain to begin work, he turned to me and remarked: 'I cannot get along at all this morning.' <box>800 1361 1011 1426</box>
paragraph: There are few things more painful to an honest and conscientious man than the recollection of a wrong which he has committed, and which cannot be recalled or corrected. If we can correct a wrong and make it right, or confess a wrong and obtain forgiveness, that may end it; but to know that we have done wrong and to have it forever beyond our power to make it right, is to an honest and right-thinking person, an occasion of the keenest regret. <box>800 1158 1011 1315</box>
adjacent-page-fragment: St. John <box>1464 477 1532 495</box>
paragraph: The answer was given unhesitatingly: "A friend of yours, who is more interested in you than you have any idea of. He will be glad to help you in any way that you will let him; and I am only his messenger. Now, what can I do for you? I see you are in trouble." <box>344 1068 554 1159</box>
ad-erb <box>1257 1619 1457 1788</box>
ad-erb-city: SAINT JOHN, N. B. <box>1316 1712 1399 1723</box>
ad-parker-line: Market Square, St. John, N. B. <box>1291 1028 1423 1038</box>
paragraph: And so, because John Hartzell had chosen to throw away his manhood, it could not be trusted during this strain, and the frail girl must come to the rescue and let him sleep. There were times when Kate curled her lip over it all, and said to herself that a man who had no more manhood than that, ought to go down. But this she did not say. <box>115 974 326 1091</box>
